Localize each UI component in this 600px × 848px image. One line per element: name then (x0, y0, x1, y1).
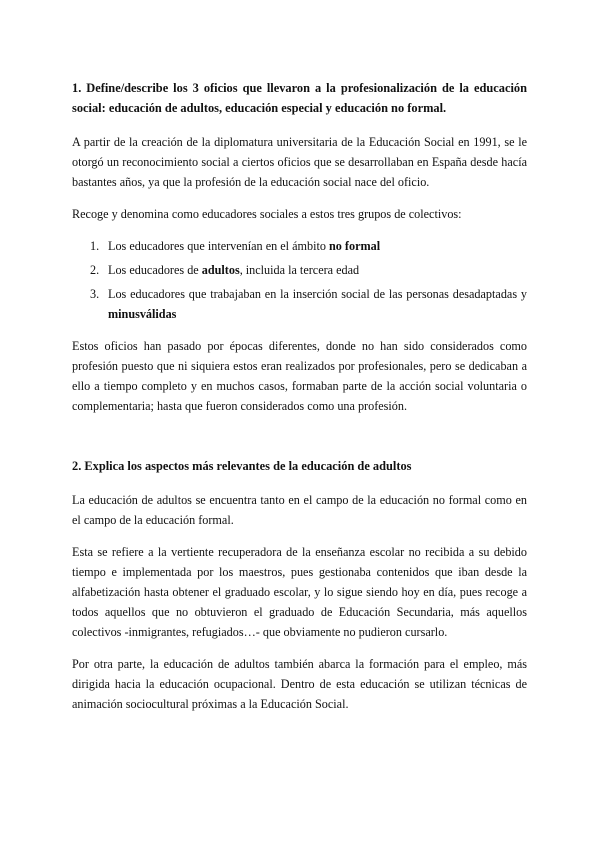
list-item-number: 3. (90, 287, 100, 301)
colectivos-list (72, 236, 527, 324)
list-item (72, 260, 527, 280)
document-page (72, 78, 527, 726)
section-1-paragraph-2: Recoge y denomina como educadores sociales a estos tres grupos de colectivos: (72, 207, 462, 221)
section-2-paragraph-3: Por otra parte, la educación de adultos también abarca la formación para el empleo, más dirigida hacia la educación ocupacional. Dentro de esta educación se utilizan técnicas de animación sociocultural próximas a la Educación Social. (72, 657, 527, 711)
section-1-paragraph-1: A partir de la creación de la diplomatura universitaria de la Educación Social en 1991, se le otorgó un reconocimiento social a ciertos oficios que se desarrollaban en España desde hacía bastantes años, ya que la profesión de la educación social nace del oficio. (72, 135, 527, 189)
list-item-text-end: , incluida la tercera edad (239, 263, 360, 277)
section-2-heading: 2. Explica los aspectos más relevantes de la educación de adultos (72, 459, 412, 473)
list-item-number: 2. (90, 263, 100, 277)
section-1-paragraph-3: Estos oficios han pasado por épocas diferentes, donde no han sido considerados como profesión puesto que ni siquiera estos eran realizados por profesionales, pero se dedicaban a ello a tiempo completo y en muchos casos, formaban parte de la acción social voluntaria o complementaria; hasta que fueron considerados como una profesión. (72, 339, 527, 413)
list-item-bold: adultos (201, 263, 240, 277)
list-item-text: Los educadores que trabajaban en la inserción social de las personas desadaptadas y (108, 287, 527, 301)
section-1-heading: 1. Define/describe los 3 oficios que llevaron a la profesionalización de la educación social: educación de adultos, educación especial y educación no formal. (72, 81, 527, 115)
list-item-text: Los educadores de (108, 263, 202, 277)
list-item-bold: minusválidas (108, 307, 177, 321)
list-item-number: 1. (90, 239, 100, 253)
list-item (72, 236, 527, 256)
section-spacer (72, 428, 527, 456)
list-item (72, 284, 527, 324)
list-item-bold: no formal (329, 239, 381, 253)
section-2-paragraph-1: La educación de adultos se encuentra tanto en el campo de la educación no formal como en el campo de la educación formal. (72, 493, 527, 527)
section-2-paragraph-2: Esta se refiere a la vertiente recuperadora de la enseñanza escolar no recibida a su debido tiempo e implementada por los maestros, pues gestionaba contenidos que iban desde la alfabetización hasta obtener el graduado escolar, y lo sigue siendo hoy en día, pues recoge a todos aquellos que no obtuvieron el graduado de Educación Secundaria, más aquellos colectivos -inmigrantes, refugiados…- que obviamente no pudieron cursarlo. (72, 545, 527, 639)
list-item-text: Los educadores que intervenían en el ámbito (108, 239, 329, 253)
